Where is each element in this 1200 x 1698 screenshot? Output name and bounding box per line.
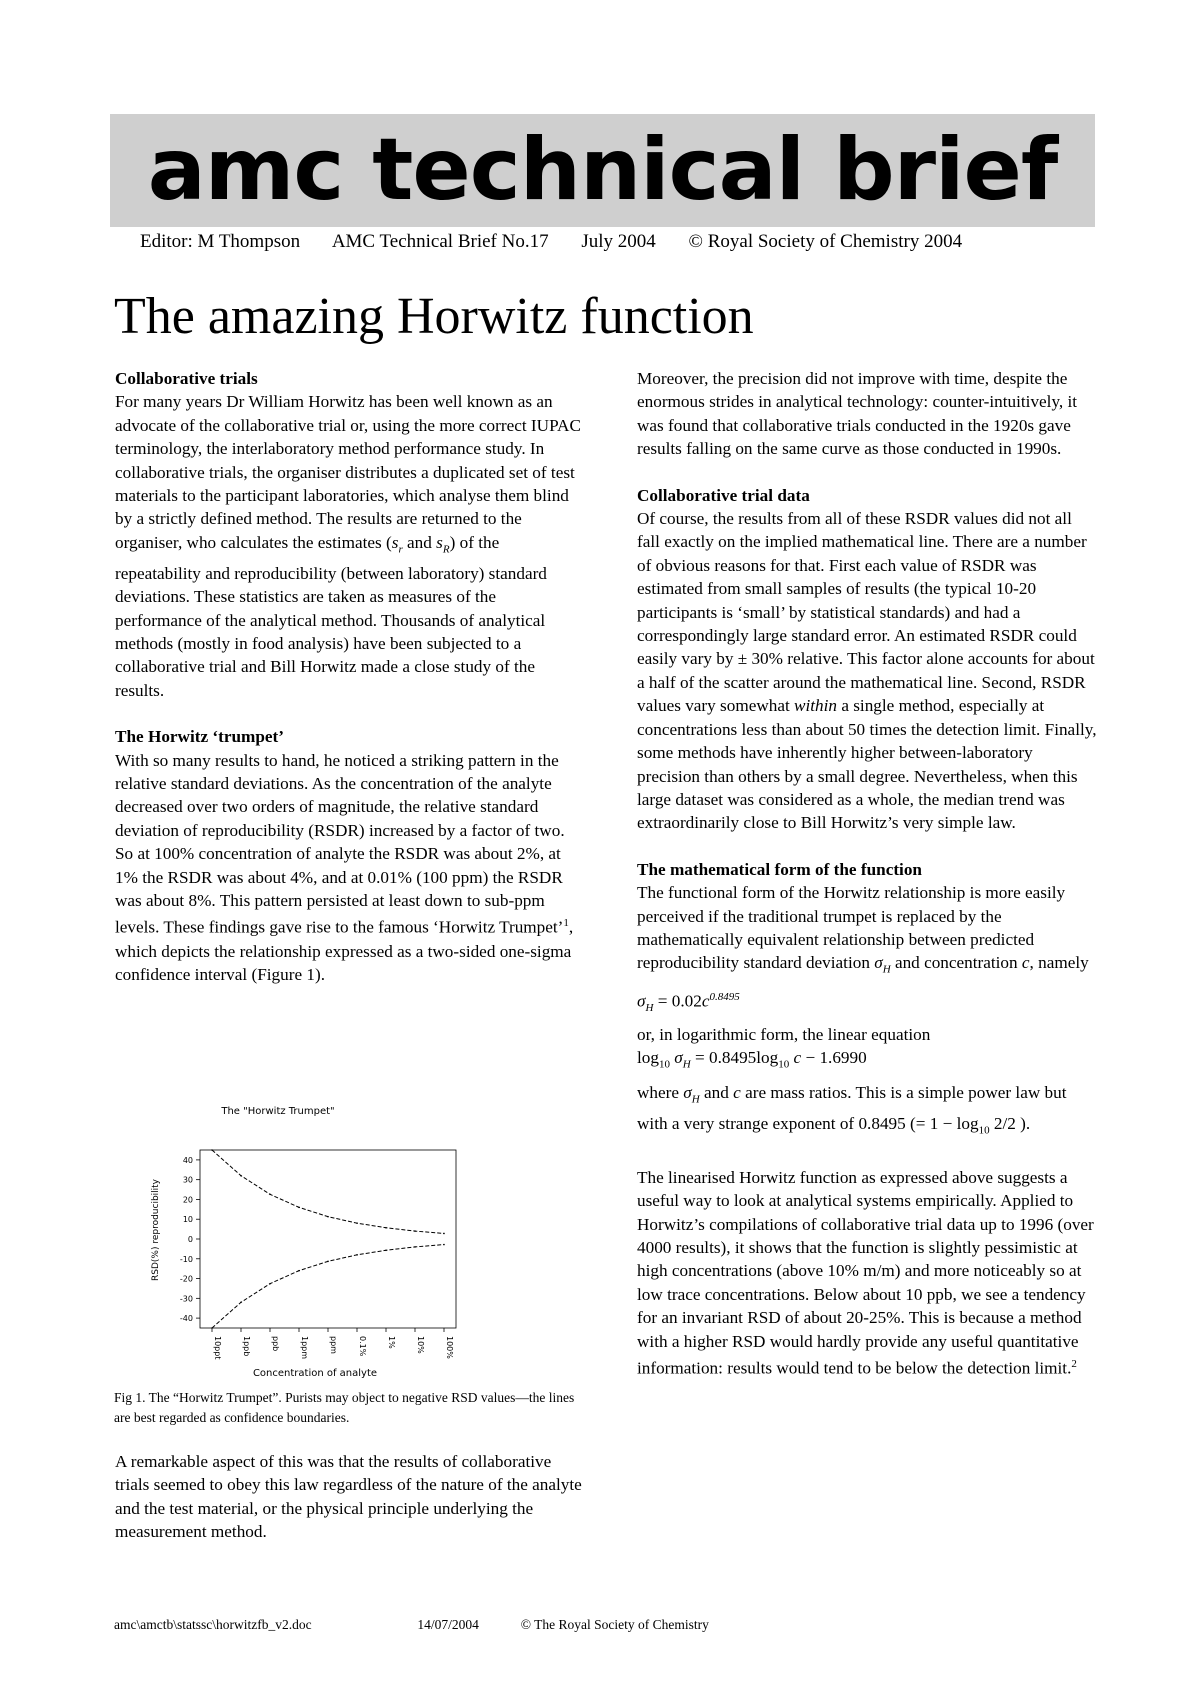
series-lines — [211, 1149, 445, 1329]
data-point — [414, 1246, 416, 1248]
heading-mathematical-form: The mathematical form of the function — [637, 859, 922, 879]
heading-collaborative-trial-data: Collaborative trial data — [637, 485, 810, 505]
math-c: c — [1021, 953, 1030, 973]
text: ) of the repeatability and reproducibility (between laboratory) standard deviations. These statistics are taken as measures of the performance of the analytical method. Thousands of analytical methods (mostly in food analysis) have been subjected to a collaborative trial and Bill Horwitz made a close study of the results. — [115, 532, 547, 700]
data-point — [385, 1249, 387, 1251]
page-title: The amazing Horwitz function — [114, 288, 754, 345]
paragraph — [115, 749, 585, 987]
equation-power-law: $\sigma_H = 0.02c^{0.8495}$ — [637, 991, 740, 1015]
x-tick-label: 100% — [445, 1336, 454, 1359]
right-column — [637, 367, 1097, 1380]
heading-collaborative-trials: Collaborative trials — [115, 369, 258, 388]
text: For many years Dr William Horwitz has been well known as an advocate of the collaborative trial or, using the more correct IUPAC terminology, the interlaboratory method performance study. In collaborative trials, the organiser distributes a duplicated set of test materials to the participant laboratories, which analyse them blind by a strictly defined method. The results are returned to the organiser, who calculates the estimates ( — [115, 392, 581, 552]
x-tick-label: 1% — [387, 1336, 396, 1349]
paragraph: The linearised Horwitz function as expressed above suggests a useful way to look at analytical systems empirically. Applied to Horwitz’s compilations of collaborative trial data up to 1996 (over 4000 results), it shows that the function is slightly pessimistic at high concentrations (above 10% m/m) and more noticeably so at low trace concentrations. Below about 10 ppb, we see a tendency for an invariant RSD of about 20-25%. This is because a method with a higher RSD would hardly provide any useful quantitative information: results would tend to be below the detection limit.$^2$ — [637, 1167, 1094, 1378]
brief-number: AMC Technical Brief No.17 — [331, 231, 549, 252]
x-tick-label: 10% — [416, 1336, 425, 1354]
data-point — [269, 1194, 271, 1196]
data-point — [443, 1233, 445, 1235]
horwitz-trumpet-chart — [140, 1100, 490, 1380]
y-tick-label: 20 — [182, 1195, 193, 1205]
banner-title: amc technical brief — [147, 120, 1058, 220]
x-tick-label: 1ppm — [300, 1336, 309, 1360]
plot-frame — [200, 1150, 456, 1328]
paragraph: Of course, the results from all of these RSDR values did not all fall exactly on the implied mathematical line. There are a number of obvious reasons for that. First each value of RSDR was estimated from small samples of results (the typical 10-20 participants is ‘small’ by statistical standards) and had a correspondingly large standard error. An estimated RSDR could easily vary by ± 30% relative. This factor alone accounts for about a half of the scatter around the mathematical line. Second, RSDR values vary somewhat within a single method, especially at concentrations less than about 50 times the detection limit. Finally, some methods have inherently higher between-laboratory precision than others by a small degree. Nevertheless, when this large dataset was considered as a whole, the median trend was extraordinarily close to Bill Horwitz’s very simple law. — [637, 509, 1097, 833]
math-sigma: $\sigma_H$ — [874, 953, 891, 976]
left-column — [115, 367, 585, 986]
data-point — [211, 1149, 213, 1151]
editor: Editor: M Thompson — [140, 231, 301, 252]
x-tick-label: 1ppb — [242, 1336, 251, 1357]
equation-log: $\log_{10} \sigma_H = 0.8495\log_{10}$ c − 1.6990 — [637, 1048, 867, 1071]
footnote-ref: 1 — [563, 917, 569, 930]
text: and — [402, 532, 437, 552]
brief-date: July 2004 — [581, 231, 656, 252]
data-point — [443, 1244, 445, 1246]
y-tick-label: -10 — [179, 1254, 193, 1264]
chart-title: The "Horwitz Trumpet" — [221, 1106, 335, 1117]
x-axis-ticks — [212, 1328, 454, 1359]
lower-boundary-line — [212, 1245, 444, 1328]
x-axis-label: Concentration of analyte — [252, 1368, 378, 1379]
x-tick-label: ppm — [329, 1336, 338, 1354]
paragraph: where $\sigma_H$ and c are mass ratios. This is a simple power law but with a very strange exponent of 0.8495 (= $1 - \log_{10} 2/2$ ). — [637, 1083, 1067, 1137]
data-point — [327, 1216, 329, 1218]
y-tick-label: 10 — [182, 1215, 193, 1225]
y-tick-label: -40 — [179, 1314, 193, 1324]
paragraph-remarkable: A remarkable aspect of this was that the results of collaborative trials seemed to obey this law regardless of the nature of the analyte and the test material, or the physical principle underlying the measurement method. — [115, 1452, 582, 1542]
data-point — [356, 1222, 358, 1224]
y-tick-label: -30 — [179, 1294, 193, 1304]
data-point — [414, 1230, 416, 1232]
footer — [114, 1617, 709, 1633]
data-point — [240, 1301, 242, 1303]
footer-path: amc\amctb\statssc\horwitzfb_v2.doc — [114, 1617, 312, 1632]
y-tick-label: -20 — [179, 1274, 193, 1284]
x-tick-label: ppb — [271, 1336, 280, 1352]
heading-horwitz-trumpet: The Horwitz ‘trumpet’ — [115, 727, 284, 747]
math-sr: $s_r$ — [391, 532, 403, 556]
data-point — [240, 1175, 242, 1177]
text: With so many results to hand, he noticed a striking pattern in the relative standard deviations. As the concentration of the analyte decreased over two orders of magnitude, the relative standard deviation of reproducibility (RSDR) increased by a factor of two. So at 100% concentration of analyte the RSDR was about 2%, at 1% the RSDR was about 4%, and at 0.01% (100 ppm) the RSDR was about 8%. This pattern persisted at least down to sub-ppm levels. These findings gave rise to the famous ‘Horwitz Trumpet’ — [115, 750, 565, 938]
math-sR: $s_R$ — [436, 532, 450, 556]
meta-line — [140, 231, 990, 253]
copyright: © Royal Society of Chemistry 2004 — [688, 231, 963, 252]
text: , which depicts the relationship expressed as a two-sided one-sigma confidence interval (Figure 1). — [115, 918, 574, 984]
emphasis: within — [794, 696, 838, 716]
banner — [110, 114, 1095, 227]
footer-date: 14/07/2004 — [417, 1617, 479, 1632]
y-axis-ticks — [180, 1156, 200, 1323]
footnote-ref: 2 — [1071, 1357, 1077, 1370]
y-axis-label: RSD(%) reproducibility — [151, 1178, 161, 1282]
data-point — [327, 1261, 329, 1263]
y-tick-label: 30 — [182, 1175, 193, 1185]
data-point — [385, 1227, 387, 1229]
y-tick-label: 40 — [182, 1155, 193, 1165]
data-point — [211, 1327, 213, 1329]
y-tick-label: 0 — [187, 1235, 193, 1244]
data-point — [298, 1270, 300, 1272]
upper-boundary-line — [212, 1150, 444, 1233]
data-point — [269, 1283, 271, 1285]
data-point — [356, 1254, 358, 1256]
paragraph: Moreover, the precision did not improve with time, despite the enormous strides in analytical technology: counter-intuitively, it was found that collaborative trials conducted in the 1920s gave results falling on the same curve as those conducted in 1990s. — [637, 369, 1078, 459]
paragraph — [115, 390, 585, 702]
figure-caption: Fig 1. The “Horwitz Trumpet”. Purists may object to negative RSD values—the lines are best regarded as confidence boundaries. — [114, 1390, 575, 1425]
paragraph: or, in logarithmic form, the linear equation — [637, 1024, 931, 1044]
x-tick-label: 10ppt — [213, 1336, 222, 1360]
x-tick-label: 0.1% — [358, 1336, 367, 1357]
footer-copyright: © The Royal Society of Chemistry — [520, 1617, 709, 1632]
paragraph: The functional form of the Horwitz relationship is more easily perceived if the traditional trumpet is replaced by the mathematically equivalent relationship between predicted reproducibility standard deviation $\sigma_H$ and concentration c, namely — [637, 883, 1089, 976]
data-point — [298, 1207, 300, 1209]
